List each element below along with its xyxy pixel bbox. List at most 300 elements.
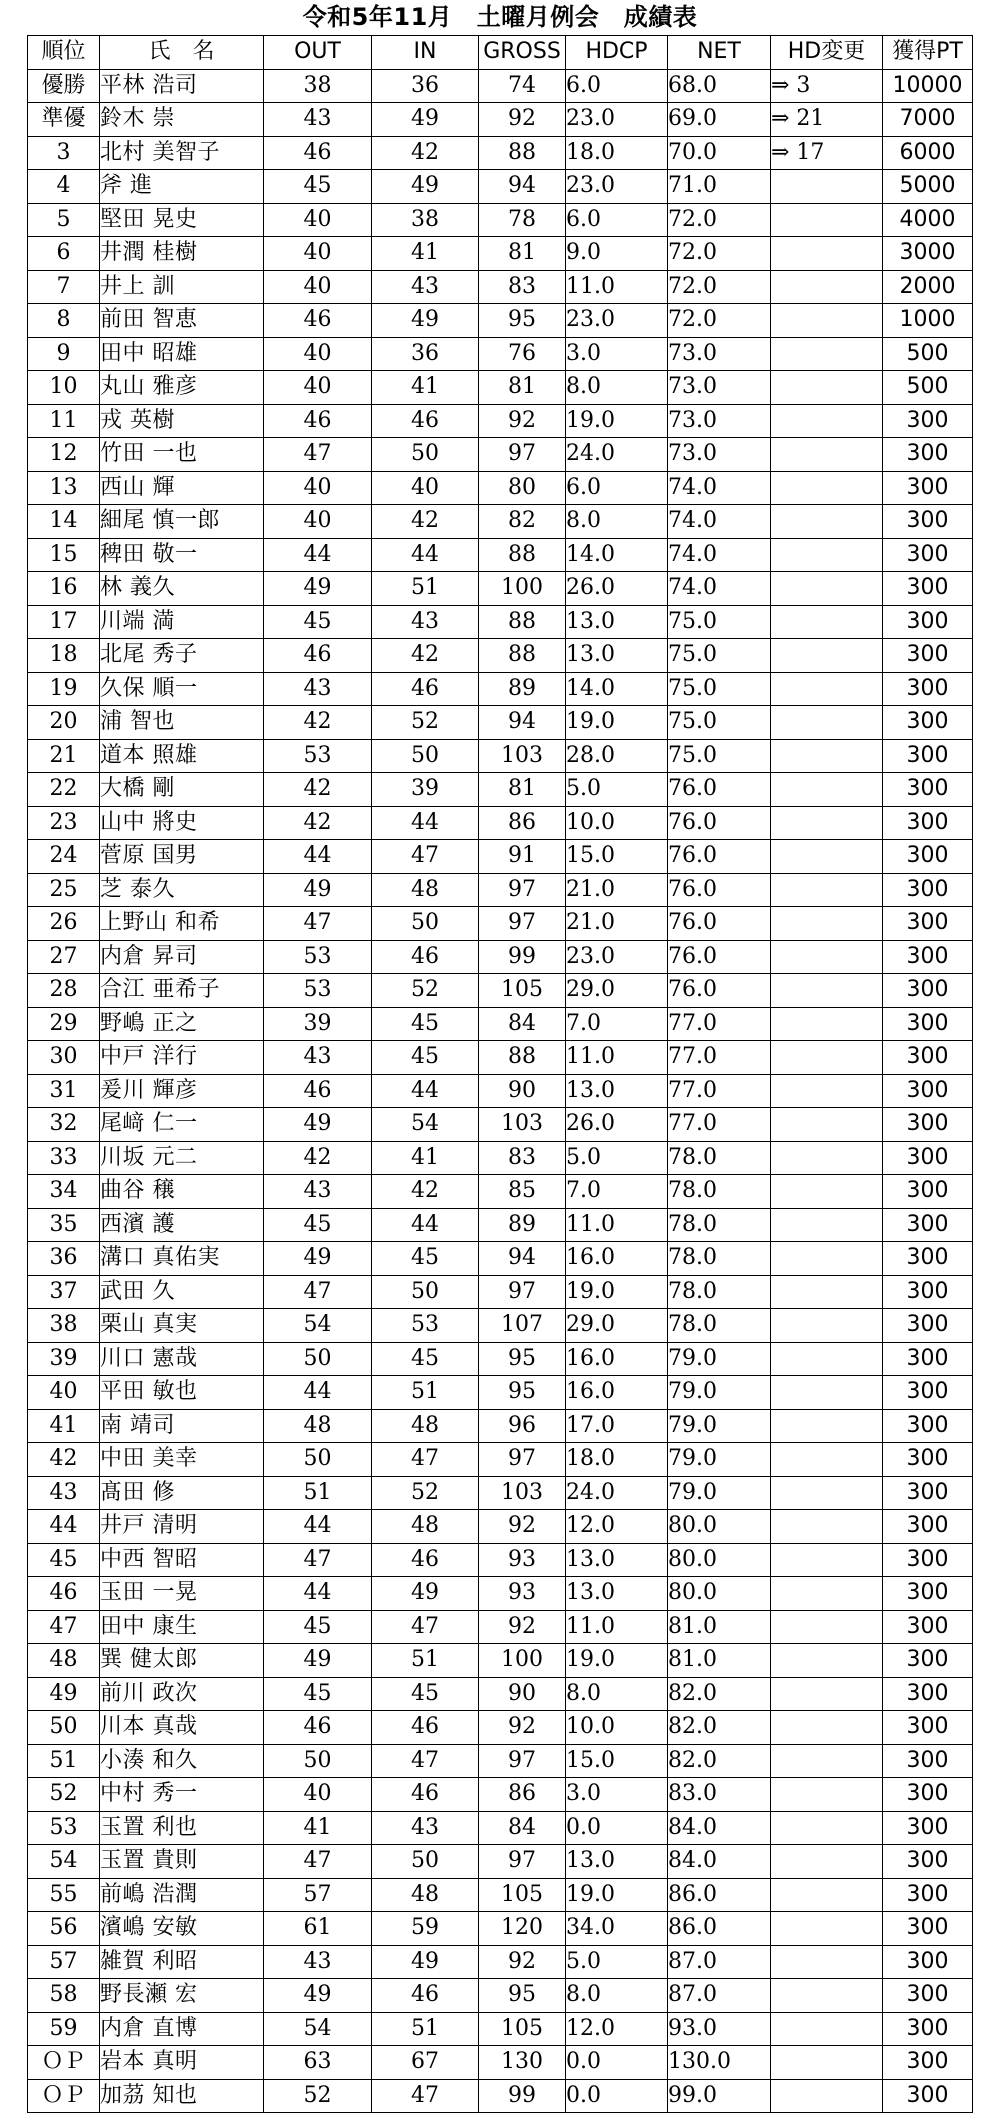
- hd-change-cell: [771, 471, 883, 505]
- hdcp-cell: 19.0: [566, 404, 668, 438]
- gross-score-cell: 103: [479, 1108, 566, 1142]
- gross-score-cell: 84: [479, 1811, 566, 1845]
- gross-score-cell: 90: [479, 1677, 566, 1711]
- name-cell: 中田 美幸: [100, 1443, 264, 1477]
- table-row: [28, 1744, 973, 1778]
- name-cell: 玉置 利也: [100, 1811, 264, 1845]
- gross-score-cell: 99: [479, 940, 566, 974]
- gross-score-cell: 103: [479, 739, 566, 773]
- net-score-cell: 75.0: [668, 706, 771, 740]
- table-row: [28, 572, 973, 606]
- gross-score-cell: 96: [479, 1409, 566, 1443]
- net-score-cell: 74.0: [668, 471, 771, 505]
- points-cell: 300: [883, 1208, 973, 1242]
- rank-cell: 57: [28, 1945, 100, 1979]
- hdcp-cell: 7.0: [566, 1175, 668, 1209]
- out-score-cell: 44: [264, 1376, 372, 1410]
- table-row: [28, 672, 973, 706]
- table-row: [28, 773, 973, 807]
- in-score-cell: 50: [372, 739, 479, 773]
- net-score-cell: 73.0: [668, 438, 771, 472]
- table-row: [28, 1409, 973, 1443]
- rank-cell: 29: [28, 1007, 100, 1041]
- hd-change-cell: [771, 1644, 883, 1678]
- hd-change-cell: ⇒ 21: [771, 103, 883, 137]
- hdcp-cell: 13.0: [566, 1845, 668, 1879]
- points-cell: 300: [883, 940, 973, 974]
- hdcp-cell: 21.0: [566, 907, 668, 941]
- name-cell: 内倉 昇司: [100, 940, 264, 974]
- results-table: [27, 35, 973, 2113]
- gross-score-cell: 76: [479, 337, 566, 371]
- table-row: [28, 1108, 973, 1142]
- points-cell: 300: [883, 572, 973, 606]
- in-score-cell: 44: [372, 1208, 479, 1242]
- net-score-cell: 83.0: [668, 1778, 771, 1812]
- gross-score-cell: 84: [479, 1007, 566, 1041]
- hd-change-cell: [771, 1744, 883, 1778]
- name-cell: 浦 智也: [100, 706, 264, 740]
- net-score-cell: 76.0: [668, 840, 771, 874]
- hdcp-cell: 6.0: [566, 203, 668, 237]
- hdcp-cell: 29.0: [566, 1309, 668, 1343]
- points-cell: 300: [883, 1610, 973, 1644]
- hdcp-cell: 16.0: [566, 1342, 668, 1376]
- name-cell: 中村 秀一: [100, 1778, 264, 1812]
- net-score-cell: 69.0: [668, 103, 771, 137]
- out-score-cell: 49: [264, 873, 372, 907]
- hd-change-cell: [771, 940, 883, 974]
- gross-score-cell: 88: [479, 538, 566, 572]
- net-score-cell: 78.0: [668, 1208, 771, 1242]
- net-score-cell: 81.0: [668, 1610, 771, 1644]
- out-score-cell: 45: [264, 1610, 372, 1644]
- hd-change-cell: [771, 1007, 883, 1041]
- points-cell: 300: [883, 538, 973, 572]
- gross-score-cell: 92: [479, 103, 566, 137]
- rank-cell: 26: [28, 907, 100, 941]
- hdcp-cell: 7.0: [566, 1007, 668, 1041]
- hdcp-cell: 26.0: [566, 572, 668, 606]
- table-row: [28, 1074, 973, 1108]
- net-score-cell: 82.0: [668, 1744, 771, 1778]
- col-header-net: NET: [668, 36, 771, 70]
- points-cell: 300: [883, 1945, 973, 1979]
- gross-score-cell: 86: [479, 1778, 566, 1812]
- name-cell: 武田 久: [100, 1275, 264, 1309]
- rank-cell: 27: [28, 940, 100, 974]
- name-cell: 玉置 貴則: [100, 1845, 264, 1879]
- table-row: [28, 840, 973, 874]
- hd-change-cell: [771, 1443, 883, 1477]
- hd-change-cell: [771, 873, 883, 907]
- table-row: [28, 806, 973, 840]
- points-cell: 300: [883, 1811, 973, 1845]
- points-cell: 300: [883, 404, 973, 438]
- points-cell: 300: [883, 1175, 973, 1209]
- net-score-cell: 87.0: [668, 1945, 771, 1979]
- table-row: [28, 1912, 973, 1946]
- rank-cell: 8: [28, 304, 100, 338]
- net-score-cell: 79.0: [668, 1376, 771, 1410]
- hd-change-cell: [771, 1577, 883, 1611]
- out-score-cell: 45: [264, 1208, 372, 1242]
- table-row: [28, 237, 973, 271]
- net-score-cell: 76.0: [668, 907, 771, 941]
- rank-cell: 32: [28, 1108, 100, 1142]
- net-score-cell: 76.0: [668, 940, 771, 974]
- net-score-cell: 76.0: [668, 773, 771, 807]
- gross-score-cell: 81: [479, 371, 566, 405]
- hd-change-cell: [771, 1108, 883, 1142]
- name-cell: 西濱 護: [100, 1208, 264, 1242]
- in-score-cell: 42: [372, 136, 479, 170]
- hdcp-cell: 3.0: [566, 1778, 668, 1812]
- hdcp-cell: 14.0: [566, 538, 668, 572]
- name-cell: 道本 照雄: [100, 739, 264, 773]
- points-cell: 300: [883, 1878, 973, 1912]
- in-score-cell: 43: [372, 270, 479, 304]
- net-score-cell: 74.0: [668, 538, 771, 572]
- out-score-cell: 45: [264, 170, 372, 204]
- net-score-cell: 68.0: [668, 69, 771, 103]
- hd-change-cell: [771, 1409, 883, 1443]
- rank-cell: 25: [28, 873, 100, 907]
- in-score-cell: 36: [372, 69, 479, 103]
- out-score-cell: 43: [264, 1175, 372, 1209]
- gross-score-cell: 93: [479, 1577, 566, 1611]
- rank-cell: 17: [28, 605, 100, 639]
- name-cell: 平林 浩司: [100, 69, 264, 103]
- hd-change-cell: [771, 1175, 883, 1209]
- name-cell: 巽 健太郎: [100, 1644, 264, 1678]
- rank-cell: 44: [28, 1510, 100, 1544]
- name-cell: 濱嶋 安敏: [100, 1912, 264, 1946]
- hdcp-cell: 19.0: [566, 1878, 668, 1912]
- net-score-cell: 78.0: [668, 1309, 771, 1343]
- hdcp-cell: 8.0: [566, 505, 668, 539]
- rank-cell: 7: [28, 270, 100, 304]
- net-score-cell: 78.0: [668, 1141, 771, 1175]
- rank-cell: 16: [28, 572, 100, 606]
- points-cell: 4000: [883, 203, 973, 237]
- out-score-cell: 47: [264, 1845, 372, 1879]
- rank-cell: 54: [28, 1845, 100, 1879]
- rank-cell: 52: [28, 1778, 100, 1812]
- gross-score-cell: 107: [479, 1309, 566, 1343]
- hdcp-cell: 15.0: [566, 840, 668, 874]
- name-cell: 井上 訓: [100, 270, 264, 304]
- net-score-cell: 77.0: [668, 1108, 771, 1142]
- table-row: [28, 438, 973, 472]
- hd-change-cell: [771, 1778, 883, 1812]
- out-score-cell: 42: [264, 1141, 372, 1175]
- out-score-cell: 47: [264, 1543, 372, 1577]
- table-row: [28, 1845, 973, 1879]
- table-row: [28, 270, 973, 304]
- gross-score-cell: 83: [479, 1141, 566, 1175]
- hdcp-cell: 23.0: [566, 304, 668, 338]
- net-score-cell: 82.0: [668, 1677, 771, 1711]
- out-score-cell: 57: [264, 1878, 372, 1912]
- hd-change-cell: [771, 203, 883, 237]
- gross-score-cell: 97: [479, 1443, 566, 1477]
- table-row: [28, 136, 973, 170]
- table-row: [28, 1543, 973, 1577]
- points-cell: 300: [883, 739, 973, 773]
- name-cell: 川口 憲哉: [100, 1342, 264, 1376]
- gross-score-cell: 83: [479, 270, 566, 304]
- rank-cell: 43: [28, 1476, 100, 1510]
- in-score-cell: 51: [372, 1376, 479, 1410]
- table-row: [28, 103, 973, 137]
- in-score-cell: 38: [372, 203, 479, 237]
- points-cell: 500: [883, 371, 973, 405]
- table-row: [28, 203, 973, 237]
- points-cell: 3000: [883, 237, 973, 271]
- header-row: [28, 36, 973, 70]
- name-cell: 平田 敏也: [100, 1376, 264, 1410]
- net-score-cell: 77.0: [668, 1074, 771, 1108]
- name-cell: 前川 政次: [100, 1677, 264, 1711]
- hd-change-cell: [771, 1811, 883, 1845]
- net-score-cell: 76.0: [668, 806, 771, 840]
- in-score-cell: 45: [372, 1242, 479, 1276]
- name-cell: 稗田 敬一: [100, 538, 264, 572]
- rank-cell: 36: [28, 1242, 100, 1276]
- rank-cell: 59: [28, 2012, 100, 2046]
- in-score-cell: 48: [372, 1510, 479, 1544]
- out-score-cell: 47: [264, 907, 372, 941]
- net-score-cell: 81.0: [668, 1644, 771, 1678]
- in-score-cell: 51: [372, 1644, 479, 1678]
- net-score-cell: 130.0: [668, 2046, 771, 2080]
- col-header-name: 氏 名: [100, 36, 264, 70]
- table-row: [28, 1141, 973, 1175]
- hdcp-cell: 6.0: [566, 471, 668, 505]
- in-score-cell: 36: [372, 337, 479, 371]
- rank-cell: 24: [28, 840, 100, 874]
- points-cell: 300: [883, 639, 973, 673]
- out-score-cell: 54: [264, 1309, 372, 1343]
- table-row: [28, 639, 973, 673]
- hdcp-cell: 11.0: [566, 1041, 668, 1075]
- hdcp-cell: 23.0: [566, 103, 668, 137]
- hdcp-cell: 21.0: [566, 873, 668, 907]
- col-header-rank: 順位: [28, 36, 100, 70]
- out-score-cell: 47: [264, 438, 372, 472]
- hdcp-cell: 34.0: [566, 1912, 668, 1946]
- rank-cell: 5: [28, 203, 100, 237]
- net-score-cell: 93.0: [668, 2012, 771, 2046]
- out-score-cell: 43: [264, 1945, 372, 1979]
- gross-score-cell: 92: [479, 404, 566, 438]
- hd-change-cell: [771, 605, 883, 639]
- in-score-cell: 50: [372, 907, 479, 941]
- hdcp-cell: 13.0: [566, 639, 668, 673]
- points-cell: 2000: [883, 270, 973, 304]
- in-score-cell: 39: [372, 773, 479, 807]
- rank-cell: 35: [28, 1208, 100, 1242]
- hdcp-cell: 5.0: [566, 773, 668, 807]
- name-cell: 久保 順一: [100, 672, 264, 706]
- points-cell: 300: [883, 1644, 973, 1678]
- points-cell: 300: [883, 1510, 973, 1544]
- in-score-cell: 46: [372, 940, 479, 974]
- gross-score-cell: 97: [479, 1744, 566, 1778]
- hd-change-cell: [771, 1711, 883, 1745]
- table-row: [28, 69, 973, 103]
- hd-change-cell: [771, 1242, 883, 1276]
- points-cell: 10000: [883, 69, 973, 103]
- name-cell: 丸山 雅彦: [100, 371, 264, 405]
- rank-cell: 18: [28, 639, 100, 673]
- points-cell: 300: [883, 907, 973, 941]
- net-score-cell: 71.0: [668, 170, 771, 204]
- out-score-cell: 53: [264, 940, 372, 974]
- page-title: 令和5年11月 土曜月例会 成績表: [302, 3, 698, 31]
- table-row: [28, 538, 973, 572]
- gross-score-cell: 97: [479, 907, 566, 941]
- name-cell: 川本 真哉: [100, 1711, 264, 1745]
- out-score-cell: 43: [264, 672, 372, 706]
- rank-cell: 6: [28, 237, 100, 271]
- name-cell: 北尾 秀子: [100, 639, 264, 673]
- gross-score-cell: 100: [479, 572, 566, 606]
- net-score-cell: 86.0: [668, 1912, 771, 1946]
- out-score-cell: 63: [264, 2046, 372, 2080]
- out-score-cell: 45: [264, 1677, 372, 1711]
- net-score-cell: 99.0: [668, 2079, 771, 2113]
- results-body: [28, 69, 973, 2113]
- out-score-cell: 46: [264, 1074, 372, 1108]
- table-row: [28, 1510, 973, 1544]
- table-row: [28, 1041, 973, 1075]
- out-score-cell: 47: [264, 1275, 372, 1309]
- out-score-cell: 43: [264, 103, 372, 137]
- hd-change-cell: [771, 1543, 883, 1577]
- hdcp-cell: 12.0: [566, 2012, 668, 2046]
- in-score-cell: 42: [372, 639, 479, 673]
- hd-change-cell: [771, 1845, 883, 1879]
- points-cell: 300: [883, 1041, 973, 1075]
- net-score-cell: 86.0: [668, 1878, 771, 1912]
- out-score-cell: 38: [264, 69, 372, 103]
- gross-score-cell: 105: [479, 1878, 566, 1912]
- in-score-cell: 40: [372, 471, 479, 505]
- net-score-cell: 77.0: [668, 1041, 771, 1075]
- points-cell: 300: [883, 1007, 973, 1041]
- in-score-cell: 49: [372, 304, 479, 338]
- name-cell: 尾﨑 仁一: [100, 1108, 264, 1142]
- in-score-cell: 41: [372, 1141, 479, 1175]
- hd-change-cell: [771, 739, 883, 773]
- in-score-cell: 45: [372, 1007, 479, 1041]
- table-row: [28, 974, 973, 1008]
- points-cell: 300: [883, 840, 973, 874]
- in-score-cell: 52: [372, 706, 479, 740]
- gross-score-cell: 81: [479, 237, 566, 271]
- name-cell: 溝口 真佑実: [100, 1242, 264, 1276]
- points-cell: 5000: [883, 170, 973, 204]
- hdcp-cell: 24.0: [566, 1476, 668, 1510]
- points-cell: 300: [883, 605, 973, 639]
- hdcp-cell: 18.0: [566, 1443, 668, 1477]
- out-score-cell: 42: [264, 806, 372, 840]
- out-score-cell: 50: [264, 1443, 372, 1477]
- gross-score-cell: 105: [479, 2012, 566, 2046]
- hdcp-cell: 11.0: [566, 1610, 668, 1644]
- out-score-cell: 50: [264, 1342, 372, 1376]
- points-cell: 500: [883, 337, 973, 371]
- points-cell: 300: [883, 471, 973, 505]
- net-score-cell: 72.0: [668, 237, 771, 271]
- in-score-cell: 51: [372, 2012, 479, 2046]
- rank-cell: 23: [28, 806, 100, 840]
- in-score-cell: 46: [372, 1979, 479, 2013]
- gross-score-cell: 92: [479, 1711, 566, 1745]
- gross-score-cell: 81: [479, 773, 566, 807]
- name-cell: 堅田 晃史: [100, 203, 264, 237]
- name-cell: 加茘 知也: [100, 2079, 264, 2113]
- in-score-cell: 43: [372, 605, 479, 639]
- name-cell: 鈴木 崇: [100, 103, 264, 137]
- name-cell: 南 靖司: [100, 1409, 264, 1443]
- rank-cell: 4: [28, 170, 100, 204]
- hd-change-cell: [771, 572, 883, 606]
- in-score-cell: 43: [372, 1811, 479, 1845]
- hdcp-cell: 12.0: [566, 1510, 668, 1544]
- points-cell: 300: [883, 1476, 973, 1510]
- name-cell: 前嶋 浩潤: [100, 1878, 264, 1912]
- gross-score-cell: 92: [479, 1610, 566, 1644]
- hd-change-cell: [771, 1945, 883, 1979]
- hdcp-cell: 3.0: [566, 337, 668, 371]
- points-cell: 300: [883, 1543, 973, 1577]
- net-score-cell: 80.0: [668, 1510, 771, 1544]
- name-cell: 井戸 清明: [100, 1510, 264, 1544]
- out-score-cell: 40: [264, 270, 372, 304]
- points-cell: 300: [883, 1074, 973, 1108]
- gross-score-cell: 89: [479, 1208, 566, 1242]
- net-score-cell: 76.0: [668, 873, 771, 907]
- net-score-cell: 73.0: [668, 371, 771, 405]
- name-cell: 内倉 直博: [100, 2012, 264, 2046]
- points-cell: 300: [883, 1711, 973, 1745]
- rank-cell: 21: [28, 739, 100, 773]
- hd-change-cell: [771, 237, 883, 271]
- table-row: [28, 1242, 973, 1276]
- name-cell: 玉田 一晃: [100, 1577, 264, 1611]
- rank-cell: 39: [28, 1342, 100, 1376]
- hdcp-cell: 8.0: [566, 1677, 668, 1711]
- net-score-cell: 78.0: [668, 1242, 771, 1276]
- col-header-points: 獲得PT: [883, 36, 973, 70]
- hd-change-cell: [771, 404, 883, 438]
- in-score-cell: 48: [372, 1878, 479, 1912]
- hdcp-cell: 29.0: [566, 974, 668, 1008]
- hd-change-cell: [771, 438, 883, 472]
- net-score-cell: 79.0: [668, 1476, 771, 1510]
- out-score-cell: 39: [264, 1007, 372, 1041]
- name-cell: 川坂 元二: [100, 1141, 264, 1175]
- col-header-in: IN: [372, 36, 479, 70]
- out-score-cell: 49: [264, 1644, 372, 1678]
- out-score-cell: 45: [264, 605, 372, 639]
- out-score-cell: 40: [264, 237, 372, 271]
- in-score-cell: 45: [372, 1677, 479, 1711]
- hd-change-cell: [771, 639, 883, 673]
